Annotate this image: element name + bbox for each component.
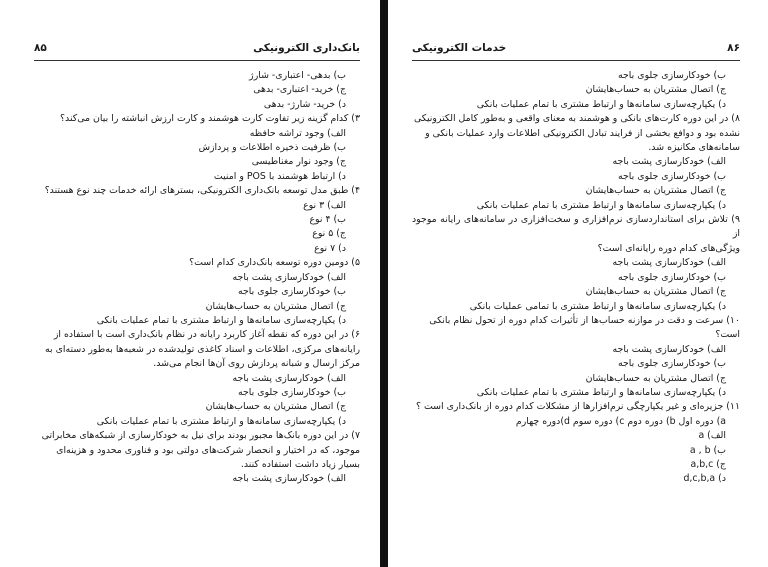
question-line: ۴) طبق مدل توسعه بانک‌داری الکترونیکی، بسترهای ارائه خدمات چند نوع هستند؟: [44, 185, 360, 197]
answer-option: ج) اتصال مشتریان به حساب‌هایشان: [205, 300, 346, 312]
question-line: بسیار زیاد داشت استفاده کنند.: [240, 458, 360, 470]
answer-option: ج) خرید- اعتباری- بدهی: [253, 84, 346, 96]
question-line: ویژگی‌های کدام دوره رایانه‌ای است؟: [597, 242, 740, 254]
question-line: است؟: [715, 329, 740, 341]
page-header: [412, 42, 740, 54]
question-line: ۳) کدام گزینه زیر تفاوت کارت هوشمند و کارت ارزش انباشته را بیان می‌کند؟: [60, 113, 360, 125]
answer-option: ج) وجود نوار مغناطیسی: [251, 156, 346, 168]
answer-option: ج) ۵ نوع: [312, 228, 346, 240]
answer-option: د) d,c,b,a: [683, 473, 726, 485]
question-line: ۱۱) جزیره‌ای و غیر یکپارچگی نرم‌افزارها از مشکلات کدام دوره از بانک‌داری است ؟: [415, 401, 740, 413]
answer-option: الف) خودکارسازی پشت باجه: [232, 372, 346, 384]
answer-option: د) ارتباط هوشمند با POS و امنیت: [213, 170, 346, 182]
answer-option: ج) اتصال مشتریان به حساب‌هایشان: [585, 84, 726, 96]
answer-option: ج) اتصال مشتریان به حساب‌هایشان: [205, 401, 346, 413]
question-line: مرکز ارسال و شبانه پردازش روی آن‌ها انجام می‌شد.: [153, 358, 360, 370]
answer-option: الف) خودکارسازی پشت باجه: [232, 271, 346, 283]
answer-option: a) دوره اول b) دوره دوم c) دوره سوم d)دوره چهارم: [515, 415, 726, 427]
answer-option: الف) خودکارسازی پشت باجه: [612, 257, 726, 269]
answer-option: ب) a , b: [689, 444, 726, 456]
answer-option: د) یکپارچه‌سازی سامانه‌ها و ارتباط مشتری با تمام عملیات بانکی: [476, 98, 726, 110]
question-line: ۵) دومین دوره توسعه بانک‌داری کدام است؟: [189, 257, 360, 269]
question-line: ۶) در این دوره که نقطه آغاز کاربرد رایانه در نظام بانک‌داری است با استفاده از: [53, 329, 360, 341]
answer-option: د) یکپارچه‌سازی سامانه‌ها و ارتباط مشتری با تمام عملیات بانکی: [476, 386, 726, 398]
answer-option: ب) خودکارسازی جلوی باجه: [237, 386, 346, 398]
answer-option: الف) وجود تراشه حافظه: [249, 127, 346, 139]
question-line: ۱۰) سرعت و دقت در موازنه حساب‌ها از تأثیرات کدام دوره از تحول نظام بانکی: [429, 314, 740, 326]
answer-option: د) یکپارچه‌سازی سامانه‌ها و ارتباط مشتری با تمام عملیات بانکی: [96, 314, 346, 326]
answer-option: الف) خودکارسازی پشت باجه: [612, 156, 726, 168]
answer-option: الف) ۳ نوع: [303, 199, 346, 211]
question-line: ۸) در این دوره کارت‌های بانکی و هوشمند به معنای واقعی و به‌طور کامل الکترونیکی: [413, 113, 740, 125]
page-body: [412, 69, 740, 487]
answer-option: الف) a: [698, 430, 726, 442]
answer-option: ج) اتصال مشتریان به حساب‌هایشان: [585, 372, 726, 384]
book-gutter: [380, 0, 388, 567]
answer-option: ب) ۴ نوع: [309, 214, 346, 226]
answer-option: د) یکپارچه‌سازی سامانه‌ها و ارتباط مشتری با تمام عملیات بانکی: [476, 199, 726, 211]
question-line: رایانه‌های مرکزی، اطلاعات و اسناد کاغذی تولیدشده در شعبه‌ها به‌طور دسته‌ای به: [44, 343, 360, 355]
answer-option: د) ۷ نوع: [314, 242, 346, 254]
running-title: بانک‌داری الکترونیکی: [253, 42, 360, 54]
answer-option: د) خرید- شارژ- بدهی: [263, 98, 346, 110]
answer-option: ب) بدهی- اعتباری- شارژ: [249, 70, 346, 81]
answer-option: ب) ظرفیت ذخیره اطلاعات و پردازش: [198, 142, 346, 154]
left-page: [0, 0, 380, 567]
question-line: موجود، که در اختیار و انحصار شرکت‌های دولتی بود و فناوری محدود و هزینه‌ای: [56, 444, 360, 456]
answer-option: ب) خودکارسازی جلوی باجه: [617, 170, 726, 182]
header-rule: [34, 60, 360, 61]
answer-option: د) یکپارچه‌سازی سامانه‌ها و ارتباط مشتری با تمام عملیات بانکی: [96, 415, 346, 427]
right-page: [388, 0, 768, 567]
answer-option: د) یکپارچه‌سازی سامانه‌ها و ارتباط مشتری با تمامی عملیات بانکی: [469, 300, 726, 312]
answer-option: ج) اتصال مشتریان به حساب‌هایشان: [585, 286, 726, 298]
answer-option: ب) خودکارسازی جلوی باجه: [617, 70, 726, 81]
question-line: ۷) در این دوره بانک‌ها مجبور بودند برای نیل به خودکارسازی از شبکه‌های مخابراتی: [41, 430, 360, 442]
page-body: [34, 69, 360, 487]
running-title: خدمات الکترونیکی: [412, 42, 507, 54]
answer-option: ب) خودکارسازی جلوی باجه: [617, 358, 726, 370]
answer-option: ج) اتصال مشتریان به حساب‌هایشان: [585, 185, 726, 197]
header-rule: [412, 60, 740, 61]
answer-option: الف) خودکارسازی پشت باجه: [612, 343, 726, 355]
page-number: ۸۵: [34, 42, 47, 54]
question-line: ۹) تلاش برای استانداردسازی نرم‌افزاری و سخت‌افزاری در سامانه‌های رایانه موجود از: [412, 214, 740, 240]
answer-option: ج) a,b,c: [690, 458, 726, 470]
answer-option: ب) خودکارسازی جلوی باجه: [617, 271, 726, 283]
question-line: سامانه‌های مکانیزه شد.: [648, 142, 740, 154]
question-line: نشده بود و دوافع بخشی از فرایند تبادل الکترونیکی اطلاعات وارد عملیات بانکی و: [425, 127, 740, 139]
page-number: ۸۶: [727, 42, 740, 54]
page-header: [34, 42, 360, 54]
answer-option: ب) خودکارسازی جلوی باجه: [237, 286, 346, 298]
answer-option: الف) خودکارسازی پشت باجه: [232, 473, 346, 485]
